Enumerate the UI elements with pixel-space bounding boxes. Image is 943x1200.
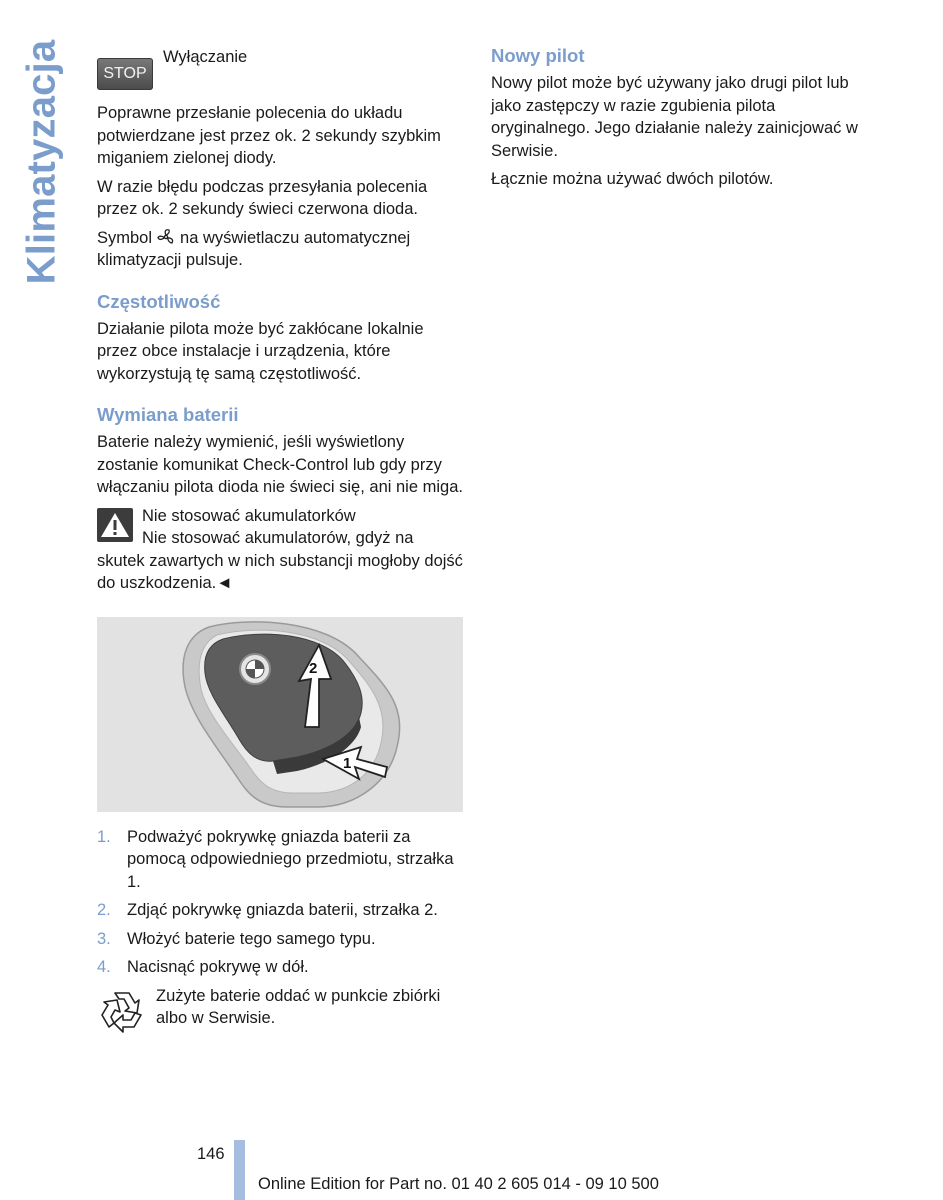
right-column (491, 44, 861, 197)
fan-icon (156, 228, 176, 246)
paragraph-confirmation: Poprawne przesłanie polecenia do układu potwierdzane jest przez ok. 2 sekundy szybkim miganiem zielonej diody. (97, 104, 441, 167)
paragraph-battery: Baterie należy wymienić, jeśli wyświetlony zostanie komunikat Check-Control lub gdy przy włączaniu pilota dioda nie świeci się, ani nie miga. (97, 433, 463, 496)
heading-battery: Wymiana baterii (97, 404, 239, 425)
step-text: Podważyć pokrywkę gniazda baterii za pomocą odpowiedniego przedmiotu, strzałka 1. (127, 827, 454, 891)
heading-frequency: Częstotliwość (97, 290, 221, 312)
chapter-title-text: Klimatyzacja (19, 39, 64, 285)
arrow-2-label: 2 (309, 659, 318, 677)
paragraph-symbol (97, 227, 465, 272)
list-item (97, 928, 465, 951)
paragraph-error: W razie błędu podczas przesyłania polecenia przez ok. 2 sekundy świeci czerwona dioda. (97, 177, 428, 218)
paragraph-remote-count: Łącznie można używać dwóch pilotów. (491, 170, 774, 188)
warning-block (97, 505, 465, 595)
recycle-text: Zużyte baterie oddać w punkcie zbiórki albo w Serwisie. (156, 986, 441, 1027)
list-item (97, 826, 465, 894)
stop-button-icon: STOP (97, 58, 153, 90)
list-item (97, 956, 465, 979)
arrow-1-label: 1 (343, 754, 352, 772)
recycle-note (97, 985, 465, 1037)
symbol-text-after: na wyświetlaczu automatycznej klimatyzacji pulsuje. (97, 228, 411, 269)
chapter-side-title (12, 39, 72, 285)
page-number: 146 (197, 1145, 225, 1163)
stop-heading: Wyłączanie (163, 48, 248, 66)
warning-title: Nie stosować akumulatorków (142, 506, 356, 525)
step-text: Zdjąć pokrywkę gniazda baterii, strzałka 2. (127, 901, 438, 919)
step-number: 3. (97, 929, 111, 948)
symbol-text-before: Symbol (97, 228, 153, 247)
step-number: 2. (97, 901, 111, 919)
edition-footer: Online Edition for Part no. 01 40 2 605 014 - 09 10 500 (258, 1175, 659, 1193)
paragraph-frequency: Działanie pilota może być zakłócane lokalnie przez obce instalacje i urządzenia, które wykorzystują tę samą częstotliwość. (97, 319, 424, 383)
key-illustration (97, 617, 463, 812)
paragraph-new-remote: Nowy pilot może być używany jako drugi pilot lub jako zastępczy w razie zgubienia pilota oryginalnego. Jego działanie należy zainicjować w Serwisie. (491, 74, 858, 160)
key-drawing (97, 617, 463, 812)
step-text: Nacisnąć pokrywę w dół. (127, 958, 309, 976)
step-number: 4. (97, 958, 111, 976)
recycle-icon (97, 987, 147, 1035)
warning-icon (97, 508, 133, 542)
list-item (97, 899, 465, 922)
heading-new-remote: Nowy pilot (491, 45, 585, 66)
step-text: Włożyć baterie tego samego typu. (127, 929, 376, 948)
stop-section (97, 44, 465, 100)
warning-body: Nie stosować akumulatorów, gdyż na skutek zawartych w nich substancji mogłoby dojść do uszkodzenia.◄ (97, 529, 463, 592)
step-number: 1. (97, 827, 111, 846)
steps-list (97, 826, 465, 979)
left-column (97, 44, 465, 1037)
footer-accent-bar (234, 1140, 245, 1200)
